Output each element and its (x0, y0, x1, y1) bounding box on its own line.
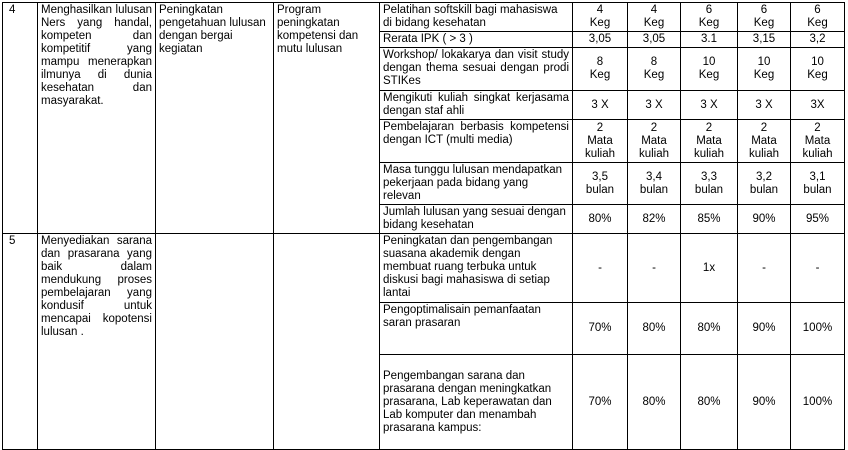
target-cell: 90% (738, 355, 791, 450)
indicator-cell: Pelatihan softskill bagi mahasiswa di bidang kesehatan (380, 3, 573, 32)
target-cell: 4 Keg (573, 3, 628, 32)
goal-cell: Menghasilkan lulusan Ners yang handal, kompeten dan kompetitif yang mampu menerapkan ilmunya di dunia kesehatan dan masyarakat. (38, 3, 156, 234)
target-cell: 85% (681, 205, 738, 234)
target-cell: 3 X (681, 91, 738, 120)
indicator-cell: Pengoptimalisain pemanfaatan saran prasaran (380, 303, 573, 355)
indicator-cell: Peningkatan dan pengembangan suasana akademik dengan membuat ruang terbuka untuk diskusi bagi mahasiswa di setiap lantai (380, 234, 573, 303)
target-cell: 8 Keg (573, 48, 628, 91)
target-cell: 100% (791, 355, 845, 450)
target-cell: 100% (791, 303, 845, 355)
row-number: 5 (3, 234, 38, 450)
program-table (2, 2, 845, 450)
strategy-cell: Peningkatan pengetahuan lulusan dengan bergai kegiatan (156, 3, 274, 234)
target-cell: 10 Keg (791, 48, 845, 91)
target-cell: 10 Keg (681, 48, 738, 91)
indicator-cell: Jumlah lulusan yang sesuai dengan bidang kesehatan (380, 205, 573, 234)
target-cell: 3X (791, 91, 845, 120)
target-cell: 70% (573, 355, 628, 450)
indicator-cell: Pengembangan sarana dan prasarana dengan meningkatkan prasarana, Lab keperawatan dan Lab komputer dan menambah prasarana kampus: (380, 355, 573, 450)
target-cell: 3,1 bulan (791, 163, 845, 205)
target-cell: 3,05 (628, 32, 681, 48)
target-cell: 3,5 bulan (573, 163, 628, 205)
indicator-cell: Masa tunggu lulusan mendapatkan pekerjaan pada bidang yang relevan (380, 163, 573, 205)
program-cell (274, 234, 380, 450)
table-row (3, 3, 845, 32)
target-cell: 80% (628, 303, 681, 355)
target-cell: 80% (681, 303, 738, 355)
row-number: 4 (3, 3, 38, 234)
target-cell: 3,2 (791, 32, 845, 48)
target-cell: - (573, 234, 628, 303)
target-cell: 2 Mata kuliah (791, 120, 845, 163)
target-cell: 10 Keg (738, 48, 791, 91)
program-cell: Program peningkatan kompetensi dan mutu lulusan (274, 3, 380, 234)
target-cell: 80% (628, 355, 681, 450)
target-cell: 3,3 bulan (681, 163, 738, 205)
target-cell: 8 Keg (628, 48, 681, 91)
target-cell: 2 Mata kuliah (573, 120, 628, 163)
target-cell: 82% (628, 205, 681, 234)
strategy-cell (156, 234, 274, 450)
target-cell: 70% (573, 303, 628, 355)
target-cell: 1x (681, 234, 738, 303)
target-cell: 2 Mata kuliah (681, 120, 738, 163)
target-cell: 95% (791, 205, 845, 234)
target-cell: 6 Keg (738, 3, 791, 32)
indicator-cell: Rerata IPK ( > 3 ) (380, 32, 573, 48)
target-cell: 3 X (738, 91, 791, 120)
target-cell: 2 Mata kuliah (628, 120, 681, 163)
target-cell: - (628, 234, 681, 303)
target-cell: 80% (573, 205, 628, 234)
target-cell: 3 X (628, 91, 681, 120)
target-cell: 6 Keg (681, 3, 738, 32)
target-cell: 3.1 (681, 32, 738, 48)
target-cell: 6 Keg (791, 3, 845, 32)
table-row (3, 234, 845, 303)
target-cell: - (738, 234, 791, 303)
target-cell: 4 Keg (628, 3, 681, 32)
target-cell: 3,2 bulan (738, 163, 791, 205)
target-cell: 90% (738, 205, 791, 234)
indicator-cell: Pembelajaran berbasis kompetensi dengan ICT (multi media) (380, 120, 573, 163)
target-cell: 90% (738, 303, 791, 355)
indicator-cell: Workshop/ lokakarya dan visit study dengan thema sesuai dengan prodi STIKes (380, 48, 573, 91)
target-cell: 3,15 (738, 32, 791, 48)
target-cell: 3,05 (573, 32, 628, 48)
target-cell: 2 Mata kuliah (738, 120, 791, 163)
indicator-cell: Mengikuti kuliah singkat kerjasama dengan staf ahli (380, 91, 573, 120)
goal-cell: Menyediakan sarana dan prasarana yang baik dalam mendukung proses pembelajaran yang kondusif untuk mencapai kopotensi lulusan . (38, 234, 156, 450)
target-cell: - (791, 234, 845, 303)
target-cell: 80% (681, 355, 738, 450)
target-cell: 3,4 bulan (628, 163, 681, 205)
target-cell: 3 X (573, 91, 628, 120)
